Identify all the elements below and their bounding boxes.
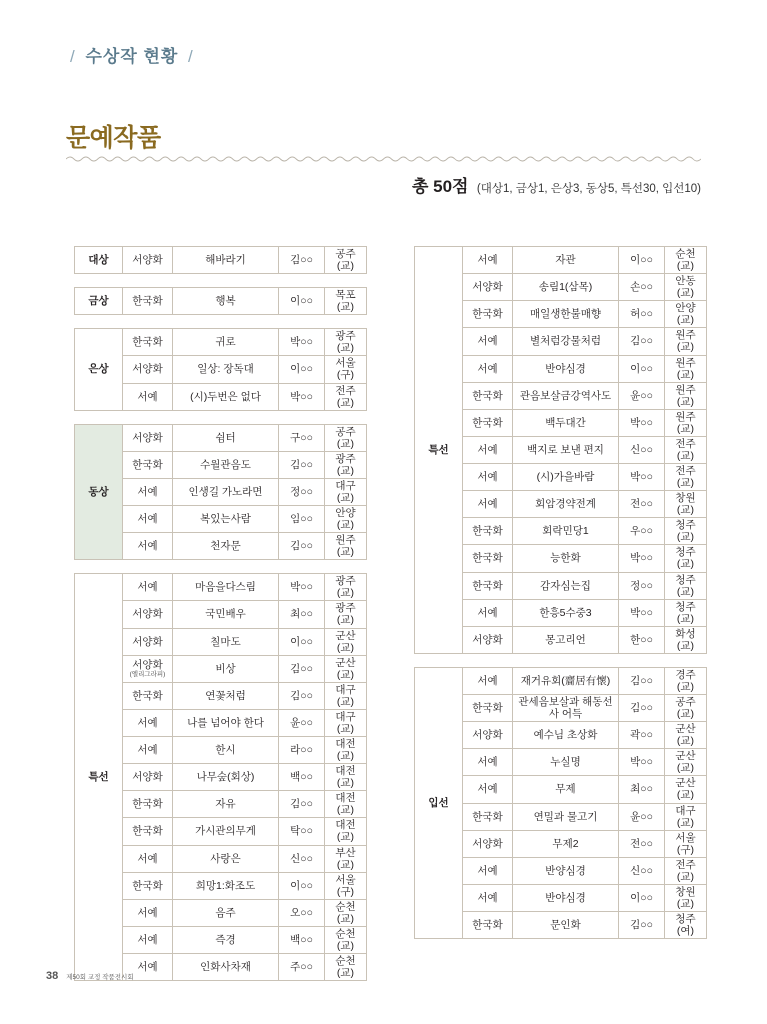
page-kicker [66,42,198,67]
artist-name-cell: 신○○ [279,845,325,872]
artist-name-cell: 구○○ [279,424,325,451]
artist-name-cell: 손○○ [619,274,665,301]
artwork-title-cell: 무제 [513,776,619,803]
artist-name-cell: 박○○ [279,329,325,356]
artwork-title-cell: 연밀과 물고기 [513,803,619,830]
artist-name-cell: 윤○○ [619,382,665,409]
artist-name-cell: 이○○ [279,356,325,383]
region-cell: 공주(교) [665,695,707,722]
artist-name-cell: 김○○ [279,451,325,478]
region-cell: 청주(여) [665,912,707,939]
region-cell: 대전(교) [325,818,367,845]
region-cell: 청주(교) [665,518,707,545]
artist-name-cell: 김○○ [279,533,325,560]
artwork-title-cell: 가시관의무게 [173,818,279,845]
genre-cell: 서예 [463,436,513,463]
genre-cell: 서예 [463,857,513,884]
kicker-slash-left: / [70,47,76,66]
genre-cell: 서양화 [123,764,173,791]
prize-cell: 동상 [75,424,123,560]
artist-name-cell: 임○○ [279,506,325,533]
awards-table [74,573,367,981]
artist-name-cell: 이○○ [279,872,325,899]
artwork-title-cell: 복있는사람 [173,506,279,533]
artist-name-cell: 이○○ [619,884,665,911]
awards-table [414,667,707,939]
region-cell: 전주(교) [325,383,367,410]
region-cell: 창원(교) [665,884,707,911]
artwork-title-cell: 반양심경 [513,857,619,884]
total-count: 총 50점 [411,177,469,196]
artwork-title-cell: 반야심경 [513,884,619,911]
genre-cell: 서예 [123,478,173,505]
genre-cell: 한국화 [463,572,513,599]
artwork-title-cell: 한흥5수중3 [513,599,619,626]
genre-cell: 서양화 [463,626,513,653]
artist-name-cell: 한○○ [619,626,665,653]
region-cell: 대전(교) [325,737,367,764]
artwork-title-cell: 나를 넘어야 한다 [173,709,279,736]
artwork-title-cell: 해바라기 [173,247,279,274]
artwork-title-cell: 비상 [173,655,279,682]
region-cell: 광주(교) [325,451,367,478]
prize-cell: 특선 [415,247,463,654]
prize-cell: 대상 [75,247,123,274]
artist-name-cell: 곽○○ [619,722,665,749]
artwork-title-cell: 관음보살금강역사도 [513,382,619,409]
artist-name-cell: 박○○ [279,383,325,410]
region-cell: 순천(교) [325,899,367,926]
artwork-title-cell: 무제2 [513,830,619,857]
region-cell: 원주(교) [665,409,707,436]
genre-cell: 서예 [463,247,513,274]
genre-cell: 서예 [123,954,173,981]
genre-cell: 서예 [123,845,173,872]
artwork-title-cell: 감자심는집 [513,572,619,599]
region-cell: 공주(교) [325,247,367,274]
genre-cell: 서양화 (엘리그라피) [123,655,173,682]
region-cell: 서울(구) [665,830,707,857]
region-cell: 순천(교) [325,926,367,953]
region-cell: 원주(교) [325,533,367,560]
artwork-title-cell: 천자문 [173,533,279,560]
genre-cell: 서예 [463,599,513,626]
artist-name-cell: 박○○ [619,464,665,491]
artwork-title-cell: 일상: 장독대 [173,356,279,383]
genre-cell: 서예 [463,749,513,776]
artwork-title-cell: 재거유회(齎居有懷) [513,667,619,694]
artist-name-cell: 정○○ [619,572,665,599]
region-cell: 대구(교) [325,682,367,709]
genre-cell: 서양화 [123,424,173,451]
artwork-title-cell: 송림1(삼목) [513,274,619,301]
region-cell: 군산(교) [665,722,707,749]
artist-name-cell: 김○○ [279,682,325,709]
artist-name-cell: 김○○ [279,791,325,818]
region-cell: 화성(교) [665,626,707,653]
artwork-title-cell: (시)두번은 없다 [173,383,279,410]
artist-name-cell: 백○○ [279,764,325,791]
artwork-title-cell: 자관 [513,247,619,274]
artwork-title-cell: 백지로 보낸 편지 [513,436,619,463]
artist-name-cell: 정○○ [279,478,325,505]
genre-cell: 서양화 [463,274,513,301]
artwork-title-cell: 희망1:화조도 [173,872,279,899]
genre-cell: 한국화 [463,545,513,572]
region-cell: 군산(교) [665,749,707,776]
genre-cell: 서예 [123,533,173,560]
artwork-title-cell: (시)가을바람 [513,464,619,491]
genre-cell: 한국화 [463,301,513,328]
region-cell: 서울(구) [325,872,367,899]
genre-subtext: (엘리그라피) [129,671,166,679]
artist-name-cell: 우○○ [619,518,665,545]
genre-cell: 서양화 [463,830,513,857]
artwork-title-cell: 인화사차재 [173,954,279,981]
genre-cell: 한국화 [463,382,513,409]
prize-cell: 입선 [415,667,463,938]
artwork-title-cell: 나무숲(회상) [173,764,279,791]
artwork-title-cell: 인생길 가노라면 [173,478,279,505]
artist-name-cell: 주○○ [279,954,325,981]
total-breakdown: (대상1, 금상1, 은상3, 동상5, 특선30, 입선10) [476,183,701,195]
artwork-title-cell: 별처럼강물처럼 [513,328,619,355]
artwork-title-cell: 음주 [173,899,279,926]
artwork-title-cell: 몽고리언 [513,626,619,653]
region-cell: 군산(교) [325,655,367,682]
genre-cell: 서예 [463,776,513,803]
artwork-title-cell: 한시 [173,737,279,764]
artist-name-cell: 백○○ [279,926,325,953]
artist-name-cell: 탁○○ [279,818,325,845]
genre-cell: 한국화 [463,912,513,939]
genre-cell: 서예 [463,355,513,382]
artist-name-cell: 최○○ [619,776,665,803]
wave-divider [66,155,701,163]
awards-table [74,424,367,561]
genre-cell: 한국화 [123,329,173,356]
artist-name-cell: 최○○ [279,601,325,628]
artist-name-cell: 신○○ [619,436,665,463]
region-cell: 안양(교) [325,506,367,533]
artwork-title-cell: 마음을다스림 [173,574,279,601]
artist-name-cell: 이○○ [619,355,665,382]
genre-cell: 서예 [463,464,513,491]
region-cell: 순천(교) [665,247,707,274]
genre-cell: 한국화 [123,872,173,899]
region-cell: 군산(교) [325,628,367,655]
region-cell: 원주(교) [665,328,707,355]
kicker-slash-right: / [188,47,194,66]
genre-cell: 서예 [463,667,513,694]
genre-cell: 한국화 [123,818,173,845]
artwork-title-cell: 사랑은 [173,845,279,872]
region-cell: 창원(교) [665,491,707,518]
table-row [75,288,367,315]
artist-name-cell: 라○○ [279,737,325,764]
awards-table [74,328,367,410]
region-cell: 순천(교) [325,954,367,981]
artwork-title-cell: 쉼터 [173,424,279,451]
region-cell: 목포(교) [325,288,367,315]
genre-cell: 한국화 [463,803,513,830]
genre-cell: 서양화 [123,247,173,274]
artist-name-cell: 이○○ [279,288,325,315]
left-column [74,246,366,994]
artwork-title-cell: 즉경 [173,926,279,953]
region-cell: 서울(구) [325,356,367,383]
artist-name-cell: 김○○ [279,655,325,682]
region-cell: 광주(교) [325,329,367,356]
region-cell: 원주(교) [665,382,707,409]
region-cell: 대구(교) [325,709,367,736]
genre-cell: 한국화 [463,409,513,436]
genre-cell: 한국화 [123,682,173,709]
artist-name-cell: 전○○ [619,491,665,518]
genre-cell: 서양화 [123,628,173,655]
region-cell: 군산(교) [665,776,707,803]
genre-cell: 서예 [463,884,513,911]
artwork-title-cell: 자유 [173,791,279,818]
awards-table [74,246,367,274]
artist-name-cell: 윤○○ [279,709,325,736]
artist-name-cell: 박○○ [619,749,665,776]
page-footer [46,970,134,982]
genre-cell: 서예 [123,383,173,410]
genre-cell: 서양화 [123,601,173,628]
kicker-text: 수상작 현황 [85,47,179,66]
artist-name-cell: 김○○ [619,667,665,694]
artist-name-cell: 김○○ [619,695,665,722]
region-cell: 대전(교) [325,791,367,818]
genre-cell: 한국화 [123,451,173,478]
region-cell: 청주(교) [665,599,707,626]
table-row [75,247,367,274]
artist-name-cell: 김○○ [619,328,665,355]
prize-cell: 금상 [75,288,123,315]
artist-name-cell: 박○○ [279,574,325,601]
artist-name-cell: 윤○○ [619,803,665,830]
region-cell: 공주(교) [325,424,367,451]
artist-name-cell: 박○○ [619,409,665,436]
region-cell: 안동(교) [665,274,707,301]
genre-cell: 서예 [123,574,173,601]
genre-cell: 서양화 [123,356,173,383]
total-summary [412,172,701,197]
table-row [415,667,707,694]
genre-cell: 서예 [463,491,513,518]
genre-cell: 서예 [123,737,173,764]
artwork-title-cell: 칠마도 [173,628,279,655]
awards-table [414,246,707,654]
genre-cell: 한국화 [123,791,173,818]
artwork-title-cell: 백두대간 [513,409,619,436]
artwork-title-cell: 문인화 [513,912,619,939]
table-row [75,574,367,601]
genre-cell: 서양화 [463,722,513,749]
artwork-title-cell: 누실명 [513,749,619,776]
region-cell: 대구(교) [665,803,707,830]
right-column [414,246,706,952]
region-cell: 안양(교) [665,301,707,328]
artwork-title-cell: 회락민당1 [513,518,619,545]
genre-cell: 서예 [123,926,173,953]
artwork-title-cell: 귀로 [173,329,279,356]
artist-name-cell: 허○○ [619,301,665,328]
region-cell: 대전(교) [325,764,367,791]
region-cell: 광주(교) [325,574,367,601]
region-cell: 청주(교) [665,545,707,572]
artwork-title-cell: 반야심경 [513,355,619,382]
prize-cell: 특선 [75,574,123,981]
genre-cell: 서예 [123,899,173,926]
artist-name-cell: 전○○ [619,830,665,857]
artist-name-cell: 김○○ [619,912,665,939]
genre-cell: 한국화 [463,695,513,722]
region-cell: 전주(교) [665,857,707,884]
artist-name-cell: 박○○ [619,545,665,572]
genre-cell: 서예 [123,709,173,736]
awards-table [74,287,367,315]
artist-name-cell: 박○○ [619,599,665,626]
artist-name-cell: 오○○ [279,899,325,926]
prize-cell: 은상 [75,329,123,410]
region-cell: 광주(교) [325,601,367,628]
region-cell: 전주(교) [665,464,707,491]
artwork-title-cell: 국민배우 [173,601,279,628]
region-cell: 전주(교) [665,436,707,463]
region-cell: 경주(교) [665,667,707,694]
artwork-title-cell: 행복 [173,288,279,315]
footer-note: 제50회 교정 작품전시회 [66,974,134,981]
artwork-title-cell: 회암경약전계 [513,491,619,518]
region-cell: 대구(교) [325,478,367,505]
artwork-title-cell: 연꽃처럼 [173,682,279,709]
artist-name-cell: 이○○ [619,247,665,274]
artwork-title-cell: 예수님 초상화 [513,722,619,749]
artwork-title-cell: 매일생한불매향 [513,301,619,328]
region-cell: 청주(교) [665,572,707,599]
table-row [75,329,367,356]
genre-cell: 한국화 [463,518,513,545]
genre-cell: 서예 [463,328,513,355]
artwork-title-cell: 수월관음도 [173,451,279,478]
region-cell: 원주(교) [665,355,707,382]
artist-name-cell: 김○○ [279,247,325,274]
genre-cell: 서예 [123,506,173,533]
artwork-title-cell: 관세음보살과 해동선사 어득 [513,695,619,722]
region-cell: 부산(교) [325,845,367,872]
artist-name-cell: 신○○ [619,857,665,884]
artwork-title-cell: 능한화 [513,545,619,572]
table-row [415,247,707,274]
table-row [75,424,367,451]
page-number: 38 [46,970,59,982]
genre-cell: 한국화 [123,288,173,315]
page-title: 문예작품 [66,124,161,152]
artist-name-cell: 이○○ [279,628,325,655]
